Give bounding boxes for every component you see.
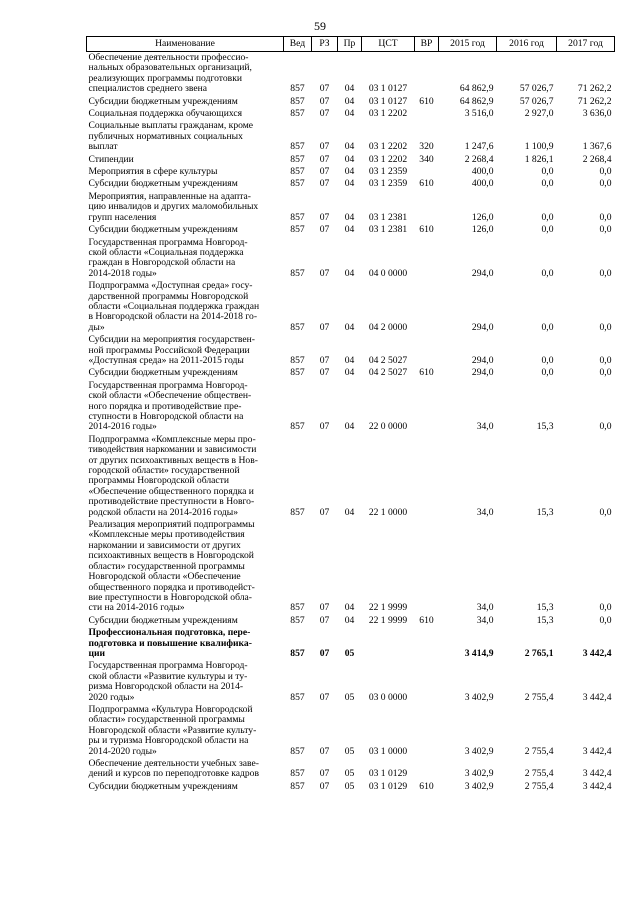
row-pr: 05 [344,768,355,780]
row-ved: 857 [290,141,305,153]
row-name: Субсидии бюджетным учреждениям [88,178,238,190]
row-value-2015: 34,0 [476,602,494,614]
row-value-2016: 1 826,1 [524,153,554,165]
row-ved: 857 [290,602,305,614]
row-value-2017: 0,0 [599,321,612,333]
row-ved: 857 [290,506,305,518]
row-name: Реализация мероприятий подпрограммы «Комплексные меры противодействия наркомании и зависимости от других психоактивных веществ в Новгородской области» государственной программы Новгородской области «Обеспечение общественного порядка и противодейст- вие преступности в Новгородской обла- сти на 2014-2016 годы» [88,519,255,614]
row-vr: 610 [419,780,434,792]
table-row [87,434,615,519]
row-value-2016: 1 100,9 [524,141,554,153]
row-rz: 07 [319,421,330,433]
row-cst: 03 0 0000 [368,691,408,703]
budget-table [86,36,615,793]
row-value-2016: 2 927,0 [524,108,554,120]
row-value-2015: 400,0 [471,178,494,190]
row-vr [415,334,439,367]
row-value-2016: 0,0 [541,321,554,333]
table-row [87,660,615,704]
row-value-2017: 1 367,6 [582,141,612,153]
row-value-2016: 2 755,4 [524,745,554,757]
row-vr [415,627,439,660]
row-cst: 04 2 5027 [368,354,408,366]
row-rz: 07 [319,506,330,518]
row-vr: 610 [419,614,434,626]
header-name: Наименование [87,37,284,52]
row-cst: 03 1 2359 [368,178,408,190]
row-name: Подпрограмма «Культура Новгородской области» государственной программы Новгородской области «Развитие культу- ры и туризма Новгородской области на 2014-2020 годы» [88,703,257,757]
header-vr: ВР [415,37,439,52]
row-value-2015: 294,0 [471,354,494,366]
row-pr: 04 [344,267,355,279]
row-ved: 857 [290,321,305,333]
row-name: Обеспечение деятельности учебных заве- дений и курсов по переподготовке кадров [88,758,260,780]
row-ved: 857 [290,95,305,107]
row-rz: 07 [319,224,330,236]
row-pr: 04 [344,166,355,178]
row-cst: 03 1 2381 [368,211,408,223]
row-name: Мероприятия, направленные на адапта- цию инвалидов и других маломобильных групп населения [88,190,259,223]
row-value-2015: 294,0 [471,267,494,279]
row-name: Социальная поддержка обучающихся [88,108,243,120]
row-rz: 07 [319,178,330,190]
header-cst: ЦСТ [362,37,415,52]
row-ved: 857 [290,367,305,379]
row-value-2016: 0,0 [541,178,554,190]
row-pr: 05 [344,691,355,703]
row-rz: 07 [319,153,330,165]
row-value-2015: 3 402,9 [464,745,494,757]
row-name: Субсидии бюджетным учреждениям [88,780,238,792]
row-pr: 04 [344,614,355,626]
row-rz: 07 [319,108,330,120]
header-ved: Вед [284,37,312,52]
row-name: Стипендии [88,153,134,165]
row-vr [415,660,439,704]
row-value-2017: 0,0 [599,354,612,366]
table-row [87,367,615,379]
row-value-2015: 1 247,6 [464,141,494,153]
row-ved: 857 [290,768,305,780]
row-rz: 07 [319,602,330,614]
row-name: Подпрограмма «Доступная среда» госу- дарственной программы Новгородской области «Социальная поддержка граждан в Новгородской области на 2014-2018 го- ды» [88,280,260,333]
row-pr: 04 [344,83,355,95]
row-ved: 857 [290,745,305,757]
row-pr: 04 [344,354,355,366]
row-value-2016: 2 755,4 [524,768,554,780]
row-value-2017: 0,0 [599,506,612,518]
row-value-2017: 0,0 [599,267,612,279]
row-value-2015: 126,0 [471,224,494,236]
row-ved: 857 [290,224,305,236]
row-name: Подпрограмма «Комплексные меры про- тиводействия наркомании и зависимости от других психоактивных веществ в Нов- городской области» государственной программы Новгородской области «Обеспечение общественного порядка и противодействие преступности в Новго- родской области на 2014-2016 годы» [88,433,258,518]
table-body [87,52,615,794]
row-name: Субсидии бюджетным учреждениям [88,614,238,626]
row-value-2016: 2 755,4 [524,780,554,792]
row-rz: 07 [319,691,330,703]
header-2015: 2015 год [439,37,497,52]
row-value-2017: 71 262,2 [577,83,612,95]
row-pr: 04 [344,224,355,236]
row-value-2017: 0,0 [599,602,612,614]
table-row [87,758,615,781]
row-cst: 22 0 0000 [368,421,408,433]
table-row [87,108,615,120]
row-value-2015: 400,0 [471,166,494,178]
row-pr: 04 [344,153,355,165]
row-ved: 857 [290,108,305,120]
row-cst: 04 2 5027 [368,367,408,379]
row-rz: 07 [319,745,330,757]
row-rz: 07 [319,367,330,379]
row-value-2015: 34,0 [476,421,494,433]
row-name: Государственная программа Новгород- ской области «Социальная поддержка граждан в Новгородской области на 2014-2018 годы» [88,236,248,279]
table-row [87,237,615,281]
row-value-2015: 3 402,9 [464,780,494,792]
row-pr: 04 [344,178,355,190]
row-rz: 07 [319,211,330,223]
table-row [87,280,615,334]
row-value-2016: 2 765,1 [524,647,554,659]
row-cst [362,627,415,660]
row-rz: 07 [319,166,330,178]
row-vr: 340 [419,153,434,165]
row-value-2017: 0,0 [599,211,612,223]
row-name: Субсидии бюджетным учреждениям [88,224,238,236]
row-value-2017: 3 442,4 [582,691,612,703]
row-cst: 22 1 0000 [368,506,408,518]
row-pr: 04 [344,506,355,518]
row-vr [415,108,439,120]
page-number: 59 [314,19,326,33]
row-value-2017: 0,0 [599,224,612,236]
row-value-2015: 64 862,9 [459,95,494,107]
row-ved: 857 [290,83,305,95]
row-vr: 320 [419,141,434,153]
table-row [87,154,615,166]
row-value-2016: 0,0 [541,267,554,279]
row-ved: 857 [290,614,305,626]
row-name: Социальные выплаты гражданам, кроме публичных нормативных социальных выплат [88,120,254,153]
row-rz: 07 [319,141,330,153]
row-pr: 04 [344,108,355,120]
row-ved: 857 [290,354,305,366]
row-value-2015: 3 402,9 [464,768,494,780]
row-pr: 04 [344,602,355,614]
table-row [87,615,615,627]
row-ved: 857 [290,421,305,433]
row-vr [415,758,439,781]
row-name: Субсидии бюджетным учреждениям [88,367,238,379]
row-value-2016: 0,0 [541,166,554,178]
row-cst: 03 1 0129 [368,768,408,780]
row-cst: 04 2 0000 [368,321,408,333]
row-pr: 04 [344,141,355,153]
row-name: Субсидии бюджетным учреждениям [88,95,238,107]
row-pr: 04 [344,321,355,333]
row-pr: 05 [344,780,355,792]
row-value-2015: 34,0 [476,506,494,518]
row-value-2016: 15,3 [536,506,554,518]
row-cst: 03 1 2381 [368,224,408,236]
table-row [87,178,615,190]
row-value-2017: 0,0 [599,614,612,626]
row-value-2016: 0,0 [541,367,554,379]
header-2017: 2017 год [557,37,615,52]
row-cst: 03 1 0129 [368,780,408,792]
header-rz: РЗ [312,37,338,52]
row-vr [415,519,439,615]
row-vr [415,237,439,281]
row-value-2015: 3 414,9 [464,647,494,659]
row-pr: 04 [344,95,355,107]
row-cst: 03 1 2359 [368,166,408,178]
row-rz: 07 [319,321,330,333]
row-value-2015: 64 862,9 [459,83,494,95]
row-value-2016: 2 755,4 [524,691,554,703]
row-name: Мероприятия в сфере культуры [88,166,218,178]
table-header-row [87,37,615,52]
row-value-2017: 3 442,4 [582,768,612,780]
table-row [87,519,615,615]
row-pr: 05 [344,745,355,757]
row-rz: 07 [319,780,330,792]
row-vr: 610 [419,178,434,190]
row-pr: 05 [344,647,355,659]
row-ved: 857 [290,691,305,703]
row-rz: 07 [319,647,330,659]
header-2016: 2016 год [497,37,557,52]
row-value-2015: 294,0 [471,321,494,333]
row-value-2016: 0,0 [541,354,554,366]
row-vr: 610 [419,367,434,379]
row-value-2015: 3 516,0 [464,108,494,120]
table-row [87,52,615,96]
row-name: Обеспечение деятельности профессио- нальных образовательных организаций, реализующих программы подготовки специалистов среднего звена [88,52,252,95]
row-value-2016: 15,3 [536,614,554,626]
row-value-2017: 71 262,2 [577,95,612,107]
row-vr [415,166,439,178]
row-pr: 04 [344,421,355,433]
row-ved: 857 [290,211,305,223]
row-value-2015: 126,0 [471,211,494,223]
row-value-2017: 3 442,4 [582,745,612,757]
row-cst: 22 1 9999 [368,614,408,626]
row-cst: 04 0 0000 [368,267,408,279]
row-value-2017: 3 636,0 [582,108,612,120]
row-value-2017: 0,0 [599,367,612,379]
row-cst: 03 1 0127 [368,83,408,95]
row-value-2015: 3 402,9 [464,691,494,703]
row-value-2017: 0,0 [599,166,612,178]
table-row [87,120,615,153]
row-vr [415,280,439,334]
table-row [87,380,615,434]
table-row [87,191,615,224]
row-name: Субсидии на мероприятия государствен- ной программы Российской Федерации «Доступная среда» на 2011-2015 годы [88,334,255,366]
row-ved: 857 [290,166,305,178]
row-vr [415,704,439,758]
row-value-2017: 2 268,4 [582,153,612,165]
row-ved: 857 [290,780,305,792]
row-value-2015: 34,0 [476,614,494,626]
table-row [87,781,615,793]
row-value-2017: 3 442,4 [582,647,612,659]
table-row [87,166,615,178]
table-row [87,334,615,367]
table-row [87,224,615,236]
row-cst: 22 1 9999 [368,602,408,614]
row-rz: 07 [319,95,330,107]
row-ved: 857 [290,267,305,279]
row-name: Профессиональная подготовка, пере- подготовка и повышение квалифика- ции [88,627,252,659]
row-ved: 857 [290,178,305,190]
row-value-2016: 15,3 [536,602,554,614]
row-value-2015: 294,0 [471,367,494,379]
row-value-2016: 15,3 [536,421,554,433]
row-rz: 07 [319,267,330,279]
row-vr: 610 [419,95,434,107]
row-rz: 07 [319,354,330,366]
row-value-2017: 3 442,4 [582,780,612,792]
table-row [87,96,615,108]
row-name: Государственная программа Новгород- ской области «Обеспечение обществен- ного порядка и противодействие пре- ступности в Новгородской области на 2014-2016 годы» [88,379,252,433]
row-value-2017: 0,0 [599,421,612,433]
row-rz: 07 [319,768,330,780]
row-vr [415,380,439,434]
row-cst: 03 1 0000 [368,745,408,757]
row-value-2016: 0,0 [541,211,554,223]
row-value-2016: 57 026,7 [519,83,554,95]
header-pr: Пр [338,37,362,52]
row-vr [415,434,439,519]
row-pr: 04 [344,211,355,223]
row-value-2016: 0,0 [541,224,554,236]
row-cst: 03 1 2202 [368,108,408,120]
row-name: Государственная программа Новгород- ской области «Развитие культуры и ту- ризма Новгородской области на 2014- 2020 годы» [88,660,248,703]
row-value-2015: 2 268,4 [464,153,494,165]
row-cst: 03 1 0127 [368,95,408,107]
row-cst: 03 1 2202 [368,141,408,153]
row-pr: 04 [344,367,355,379]
row-vr [415,191,439,224]
row-ved: 857 [290,153,305,165]
table-row [87,627,615,660]
row-vr [415,52,439,96]
row-vr: 610 [419,224,434,236]
row-value-2016: 57 026,7 [519,95,554,107]
row-ved: 857 [290,647,305,659]
row-rz: 07 [319,614,330,626]
row-cst: 03 1 2202 [368,153,408,165]
row-rz: 07 [319,83,330,95]
table-row [87,704,615,758]
row-value-2017: 0,0 [599,178,612,190]
